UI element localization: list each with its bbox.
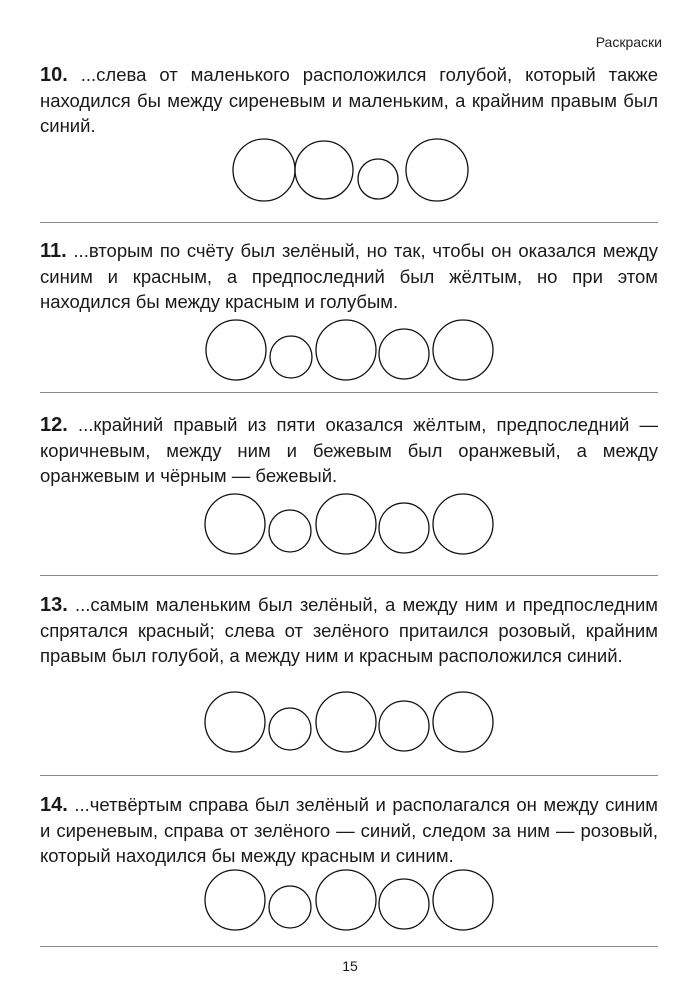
- coloring-circle[interactable]: [379, 879, 429, 929]
- task-number: 10.: [40, 64, 68, 86]
- coloring-circle[interactable]: [316, 494, 376, 554]
- task-number: 11.: [40, 240, 67, 262]
- task-text: ...слева от маленького расположился голубой, который также находился бы между сиреневым и маленьким, а крайним правым был синий.: [40, 64, 658, 136]
- coloring-circle[interactable]: [269, 886, 311, 928]
- task-text: ...самым маленьким был зелёный, а между ним и предпоследним спрятался красный; слева от зелёного притаился розовый, крайним правым был голубой, а между ним и красным расположился синий.: [40, 594, 659, 666]
- coloring-circle[interactable]: [233, 139, 295, 201]
- page-number: 15: [342, 958, 358, 974]
- task-text: ...вторым по счёту был зелёный, но так, чтобы он оказался между синим и красным, а предпоследний был жёлтым, но при этом находился бы между красным и голубым.: [40, 240, 658, 312]
- circle-row-12: [0, 482, 700, 582]
- coloring-circle[interactable]: [205, 692, 265, 752]
- coloring-circle[interactable]: [316, 870, 376, 930]
- divider: [40, 222, 658, 223]
- task-text: ...четвёртым справа был зелёный и располагался он между синим и сиреневым, справа от зелёного — синий, следом за ним — розовый, который находился бы между красным и синим.: [40, 794, 658, 866]
- coloring-circle[interactable]: [406, 139, 468, 201]
- coloring-circle[interactable]: [358, 159, 398, 199]
- circle-row-10: [0, 128, 700, 228]
- circle-row-11: [0, 308, 700, 408]
- coloring-circle[interactable]: [269, 510, 311, 552]
- coloring-circle[interactable]: [206, 320, 266, 380]
- coloring-circle[interactable]: [270, 336, 312, 378]
- coloring-circle[interactable]: [205, 494, 265, 554]
- coloring-circle[interactable]: [379, 329, 429, 379]
- task-number: 14.: [40, 794, 68, 816]
- coloring-circle[interactable]: [379, 503, 429, 553]
- coloring-circle[interactable]: [433, 870, 493, 930]
- task-11: [40, 238, 658, 314]
- coloring-circle[interactable]: [433, 692, 493, 752]
- task-number: 13.: [40, 594, 68, 616]
- task-10: [40, 62, 658, 138]
- section-title: Раскраски: [595, 34, 662, 50]
- task-number: 12.: [40, 414, 68, 436]
- task-text: ...крайний правый из пяти оказался жёлтым, предпоследний — коричневым, между ним и бежевым был оранжевый, а между оранжевым и чёрным — бежевый.: [40, 414, 658, 486]
- divider: [40, 392, 658, 393]
- coloring-circle[interactable]: [379, 701, 429, 751]
- coloring-circle[interactable]: [316, 692, 376, 752]
- divider: [40, 775, 658, 776]
- circle-row-13: [0, 680, 700, 780]
- task-13: [40, 592, 658, 668]
- coloring-circle[interactable]: [205, 870, 265, 930]
- coloring-circle[interactable]: [433, 494, 493, 554]
- coloring-circle[interactable]: [316, 320, 376, 380]
- task-12: [40, 412, 658, 488]
- divider: [40, 575, 658, 576]
- coloring-circle[interactable]: [433, 320, 493, 380]
- divider: [40, 946, 658, 947]
- task-14: [40, 792, 658, 868]
- circle-row-14: [0, 858, 700, 958]
- coloring-circle[interactable]: [295, 141, 353, 199]
- coloring-circle[interactable]: [269, 708, 311, 750]
